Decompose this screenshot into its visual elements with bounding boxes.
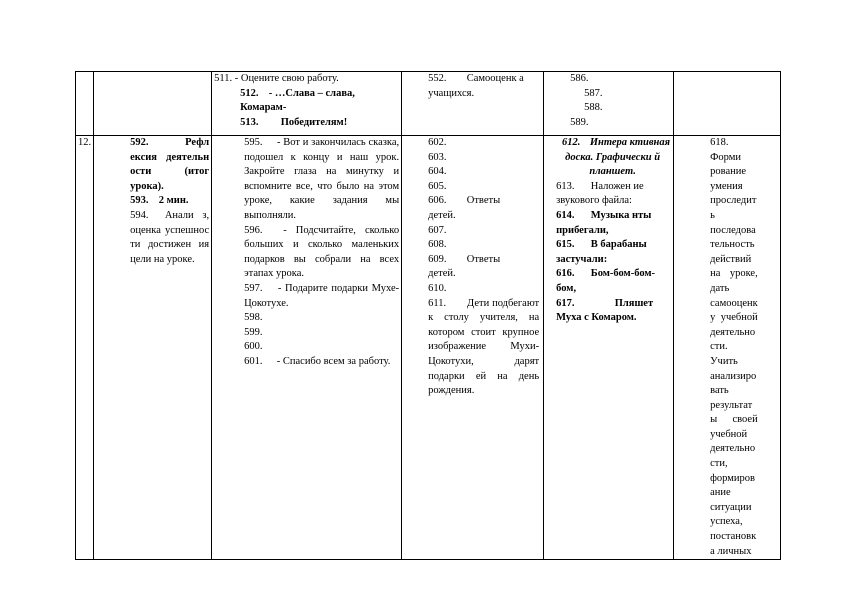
item-text: - Спасибо всем за работу. <box>276 355 391 367</box>
list-item <box>546 267 671 296</box>
item-text: - …Слава – слава, Комарам- <box>240 87 355 114</box>
list-item <box>214 136 399 224</box>
list-item: 599. <box>244 326 263 338</box>
list-item: 604. <box>428 166 447 178</box>
stage-cell <box>94 136 212 560</box>
item-number: 512. <box>240 87 259 99</box>
item-number: 615. <box>556 239 575 251</box>
item-text: Форми рование умения проследит ь последова тельность действий на уроке, дать самооценк у учебной деятельно сти. Учить анализиро вать результат ы своей учебной деятельно сти, формиров ание ситуации успеха, постановк а личных <box>710 151 758 557</box>
list-item: 587. <box>584 87 603 99</box>
resources-cell <box>544 72 674 136</box>
item-number: 592. <box>130 137 149 148</box>
student-activity-cell <box>402 72 544 136</box>
item-text: Музыка нты прибегали, <box>556 209 652 236</box>
item-number: 614. <box>556 209 575 221</box>
item-text: 2 мин. <box>158 195 189 207</box>
list-item: 600. <box>244 341 263 353</box>
item-number: 611. <box>428 297 447 309</box>
item-number: 601. <box>244 355 263 367</box>
item-number: 612. <box>562 137 581 148</box>
list-item: 602. <box>428 137 447 148</box>
item-number: 613. <box>556 180 575 192</box>
list-item <box>546 180 671 209</box>
list-item <box>546 297 671 326</box>
table-row <box>76 136 781 560</box>
item-text: Самооценк а учащихся. <box>428 73 524 99</box>
item-text: Рефл ексия деятельн ости (итог урока). <box>130 137 210 192</box>
list-item <box>214 116 399 131</box>
item-text: Ответы детей. <box>428 195 501 221</box>
list-item: 610. <box>428 282 447 294</box>
item-text: - Подсчитайте, сколько больших и сколько маленьких подарков вы собрали на всех этапах урока. <box>244 224 400 280</box>
list-item: 588. <box>584 102 603 114</box>
cell-empty <box>76 72 94 136</box>
item-text: Бом-бом-бом-бом, <box>556 268 656 294</box>
item-number: 597. <box>244 282 263 294</box>
item-text: Ответы детей. <box>428 253 501 280</box>
item-number: 595. <box>244 137 263 148</box>
list-item <box>214 87 399 116</box>
item-number: 593. <box>130 195 149 207</box>
item-text: Анали з, оценка успешнос ти достижен ия цели на уроке. <box>130 209 210 265</box>
item-number: 596. <box>244 224 263 236</box>
table-row <box>76 72 781 136</box>
list-item: 586. <box>570 73 589 84</box>
list-item <box>546 238 671 267</box>
item-number: 552. <box>428 73 447 84</box>
item-text: В барабаны застучали: <box>556 239 647 265</box>
row-number: 12. <box>78 137 92 148</box>
list-item <box>546 136 671 180</box>
item-number: 609. <box>428 253 447 265</box>
list-item <box>404 194 541 223</box>
list-item <box>214 355 399 370</box>
list-item: 589. <box>570 116 589 128</box>
list-item: 607. <box>428 224 447 236</box>
list-item <box>214 224 399 282</box>
list-item: 608. <box>428 239 447 251</box>
list-item <box>214 282 399 311</box>
item-text: Наложен ие звукового файла: <box>556 180 644 207</box>
resources-cell <box>544 136 674 560</box>
row-number-cell <box>76 136 94 560</box>
item-number: 617. <box>556 297 575 309</box>
list-item <box>546 209 671 238</box>
item-text: - Вот и закончилась сказка, подошел к концу и наш урок. Закройте глаза на минутку и вспомните все, что было на этом уроке, какие задания мы выполняли. <box>244 137 400 221</box>
cell-empty <box>674 72 781 136</box>
item-text: Интера ктивная доска. Графически й планшет. <box>565 137 671 178</box>
item-number: 606. <box>428 195 447 207</box>
item-text: Пляшет Муха с Комаром. <box>556 297 654 324</box>
item-number: 594. <box>130 209 149 221</box>
list-item: 598. <box>244 312 263 324</box>
item-number: 513. <box>240 116 259 128</box>
list-item: 603. <box>428 151 447 163</box>
item-number: 618. <box>710 137 729 148</box>
cell-empty <box>94 72 212 136</box>
item-text: - Подарите подарки Мухе-Цокотухе. <box>244 282 400 309</box>
list-item <box>96 194 209 209</box>
item-text: Победителям! <box>280 116 348 128</box>
list-item: 605. <box>428 180 447 192</box>
list-item <box>404 72 541 101</box>
list-item <box>96 209 209 267</box>
teacher-activity-cell <box>212 136 402 560</box>
student-activity-cell <box>402 136 544 560</box>
list-item <box>404 253 541 282</box>
item-number: 616. <box>556 268 575 280</box>
lesson-plan-table <box>75 71 781 560</box>
list-item <box>404 297 541 399</box>
list-item <box>96 136 209 194</box>
teacher-activity-cell <box>212 72 402 136</box>
goals-cell <box>674 136 781 560</box>
item-text: Дети подбегают к столу учителя, на котором стоит крупное изображение Мухи-Цокотухи, дарят подарки ей на день рождения. <box>428 297 540 397</box>
list-item: 511. - Оцените свою работу. <box>214 73 339 84</box>
list-item <box>676 136 778 559</box>
